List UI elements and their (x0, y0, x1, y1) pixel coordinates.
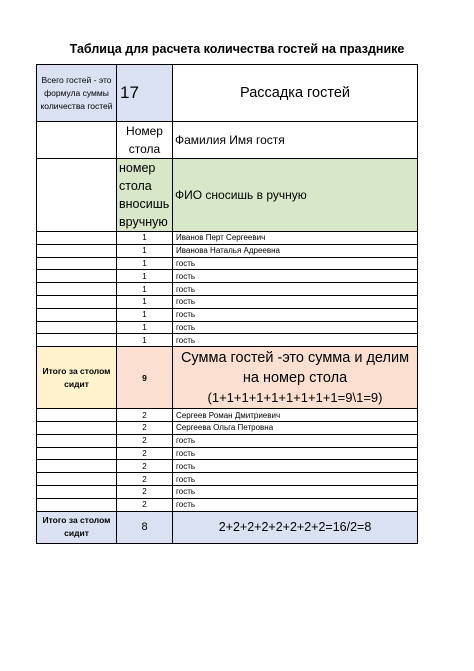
table-row (37, 308, 418, 321)
table-row (37, 283, 418, 296)
guest-table-number[interactable]: 2 (117, 421, 173, 434)
instruction-name: ФИО сносишь в ручную (173, 159, 418, 232)
row-empty-cell (37, 485, 117, 498)
guest-name[interactable]: Иванов Перт Сергеевич (173, 232, 418, 245)
table1-total-value: 9 (117, 347, 173, 409)
guest-name[interactable]: гость (173, 283, 418, 296)
row-empty-cell (37, 421, 117, 434)
row-empty-cell (37, 232, 117, 245)
row-empty-cell (37, 283, 117, 296)
row-empty-cell (37, 257, 117, 270)
row-empty-cell (37, 295, 117, 308)
instruction-table-number: номер стола вносишь вручную (117, 159, 173, 232)
table-row (37, 498, 418, 511)
empty-cell (37, 122, 117, 159)
row-empty-cell (37, 308, 117, 321)
page-title: Таблица для расчета количества гостей на празднике (69, 42, 405, 56)
table2-total-value: 8 (117, 511, 173, 543)
guest-table-number[interactable]: 1 (117, 321, 173, 334)
table-row (37, 434, 418, 447)
table2-total-label: Итого за столом сидит (37, 511, 117, 543)
table-row (37, 473, 418, 486)
guest-table-number[interactable]: 1 (117, 244, 173, 257)
guest-table-number[interactable]: 2 (117, 460, 173, 473)
table-row (37, 232, 418, 245)
table-row (37, 447, 418, 460)
guest-table-number[interactable]: 1 (117, 257, 173, 270)
guest-name[interactable]: гость (173, 498, 418, 511)
row-empty-cell (37, 498, 117, 511)
table-row (37, 295, 418, 308)
row-empty-cell (37, 334, 117, 347)
guest-name[interactable]: гость (173, 460, 418, 473)
guest-name[interactable]: гость (173, 485, 418, 498)
table1-formula (173, 347, 418, 409)
row-empty-cell (37, 434, 117, 447)
guest-table-number[interactable]: 1 (117, 232, 173, 245)
guest-table-number[interactable]: 1 (117, 283, 173, 296)
table1-formula-text: Сумма гостей -это сумма и делим на номер стола (180, 349, 410, 386)
guest-table-number[interactable]: 1 (117, 308, 173, 321)
guest-table-number[interactable]: 2 (117, 447, 173, 460)
guest-table-number[interactable]: 2 (117, 434, 173, 447)
table-row (37, 460, 418, 473)
guest-name[interactable]: гость (173, 447, 418, 460)
column-header-table: Номер стола (117, 122, 173, 159)
table-row (37, 321, 418, 334)
guest-name[interactable]: гость (173, 321, 418, 334)
guest-name[interactable]: гость (173, 473, 418, 486)
table-row (37, 485, 418, 498)
table1-total-label: Итого за столом сидит (37, 347, 117, 409)
guest-name[interactable]: гость (173, 334, 418, 347)
guest-name[interactable]: Сергеева Ольга Петровна (173, 421, 418, 434)
table2-formula: 2+2+2+2+2+2+2+2=16/2=8 (173, 511, 418, 543)
row-empty-cell (37, 460, 117, 473)
table-row (37, 270, 418, 283)
row-empty-cell (37, 321, 117, 334)
table-row (37, 421, 418, 434)
guest-name[interactable]: гость (173, 295, 418, 308)
guest-name[interactable]: Сергеев Роман Дмитриевич (173, 409, 418, 422)
guest-name[interactable]: гость (173, 270, 418, 283)
guest-table-number[interactable]: 2 (117, 485, 173, 498)
table1-formula-calc: (1+1+1+1+1+1+1+1+1=9\1=9) (207, 389, 383, 405)
seating-title: Рассадка гостей (173, 65, 418, 122)
guest-table (36, 64, 418, 544)
row-empty-cell (37, 270, 117, 283)
row-empty-cell (37, 473, 117, 486)
guest-table-number[interactable]: 2 (117, 498, 173, 511)
guest-table-number[interactable]: 1 (117, 295, 173, 308)
guest-name[interactable]: гость (173, 434, 418, 447)
guest-name[interactable]: Иванова Наталья Адреевна (173, 244, 418, 257)
table-row (37, 409, 418, 422)
empty-cell (37, 159, 117, 232)
total-guests-label: Всего гостей - это формула суммы количества гостей (37, 65, 117, 122)
column-header-name: Фамилия Имя гостя (173, 122, 418, 159)
row-empty-cell (37, 244, 117, 257)
guest-name[interactable]: гость (173, 257, 418, 270)
row-empty-cell (37, 447, 117, 460)
guest-table-number[interactable]: 1 (117, 270, 173, 283)
guest-table-number[interactable]: 2 (117, 409, 173, 422)
table-row (37, 334, 418, 347)
total-guests-value[interactable]: 17 (117, 65, 173, 122)
guest-table-number[interactable]: 1 (117, 334, 173, 347)
table-row (37, 257, 418, 270)
guest-table-number[interactable]: 2 (117, 473, 173, 486)
table-row (37, 244, 418, 257)
guest-name[interactable]: гость (173, 308, 418, 321)
row-empty-cell (37, 409, 117, 422)
